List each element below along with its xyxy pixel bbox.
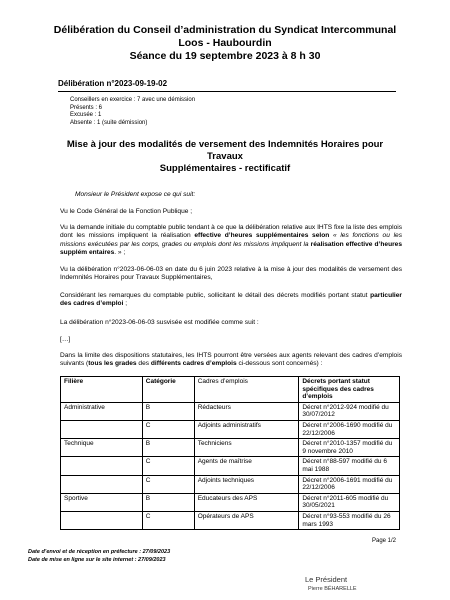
paragraph-text: . » ; <box>114 249 126 257</box>
cell-filiere <box>61 511 143 529</box>
count-line: Présents : 6 <box>70 104 103 111</box>
date-online: Date de mise en ligne sur le site internet : 27/09/2023 <box>28 557 166 564</box>
header-cadres: Cadres d’emplois <box>194 377 299 403</box>
paragraph-text: Dans la limite des dispositions statutaires, les IHTS pourront être versées aux agents relevant des cadres d’emplois suivants ( <box>60 352 402 368</box>
cell-filiere: Administrative <box>61 402 143 420</box>
header-line-2: Loos - Haubourdin <box>178 37 272 49</box>
paragraph-emphasis: tous les grades <box>88 360 137 368</box>
signature-role: Le Président <box>305 575 348 584</box>
cell-filiere <box>61 420 143 438</box>
attendance-counts <box>70 97 195 127</box>
table-row <box>61 475 400 493</box>
table-row <box>61 511 400 529</box>
cell-categorie: C <box>142 420 194 438</box>
cell-categorie: C <box>142 457 194 475</box>
table-row <box>61 493 400 511</box>
paragraph-emphasis: réalisation effective d’heures supplém entaires <box>60 240 403 257</box>
paragraph-text: ci-dessous sont concernés) : <box>236 360 323 368</box>
paragraph-text: Considérant les remarques du comptable public, sollicitant le détail des décrets modifiés portant statut <box>60 292 371 299</box>
count-line: Absente : 1 (suite démission) <box>70 119 148 126</box>
cell-categorie: B <box>142 402 194 420</box>
table-row <box>61 457 400 475</box>
paragraph-emphasis: effective d’heures supplémentaires selon <box>194 232 330 240</box>
paragraph-text: ; <box>123 300 128 308</box>
cell-decret: Décret n°93-553 modifié du 26 mars 1993 <box>299 511 400 529</box>
table-header-row <box>61 377 400 403</box>
header-categorie: Catégorie <box>142 377 194 403</box>
table-row <box>61 439 400 457</box>
cell-decret: Décret n°2012-924 modifié du 30/07/2012 <box>299 402 400 420</box>
cell-decret: Décret n°88-597 modifié du 6 mai 1988 <box>299 457 400 475</box>
cell-cadre: Agents de maîtrise <box>194 457 299 475</box>
cell-cadre: Educateurs des APS <box>194 493 299 511</box>
publication-dates <box>28 548 170 564</box>
header-line-3: Séance du 19 septembre 2023 à 8 h 30 <box>129 50 321 62</box>
table-row <box>61 402 400 420</box>
paragraph-emphasis: particulier des cadres d’emploi <box>60 292 402 308</box>
paragraph-text: Vu la demande initiale du comptable public tendant à ce que la délibération relative aux IHTS fixe la liste des emplois dont les missions impliquent la réalisation <box>60 224 402 240</box>
cell-categorie: C <box>142 475 194 493</box>
document-title <box>50 139 400 175</box>
paragraph-emphasis: différents cadres d’emplois <box>150 360 237 368</box>
cell-categorie: B <box>142 439 194 457</box>
paragraph-request <box>60 224 402 258</box>
header-filiere: Filière <box>61 377 143 403</box>
document-header <box>0 24 450 63</box>
paragraph-considering <box>60 292 402 309</box>
cell-decret: Décret n°2006-1691 modifié du 22/12/2006 <box>299 475 400 493</box>
cell-filiere: Technique <box>61 439 143 457</box>
count-line: Conseillers en exercice : 7 avec une démission <box>70 97 196 103</box>
paragraph-text: des <box>136 360 151 368</box>
cell-filiere <box>61 475 143 493</box>
header-decrets: Décrets portant statut spécifiques des cadres d’emplois <box>299 377 400 403</box>
paragraph-ellipsis: […] <box>60 336 71 343</box>
cell-cadre: Opérateurs de APS <box>194 511 299 529</box>
cell-filiere: Sportive <box>61 493 143 511</box>
header-divider <box>58 91 396 92</box>
cell-cadre: Adjoints administratifs <box>194 420 299 438</box>
table-row <box>61 420 400 438</box>
paragraph-quote: « les fonctions ou les missions exécutées par les corps, grades ou emplois dont les missions impliquent la <box>60 232 402 248</box>
cell-decret: Décret n°2006-1690 modifié du 22/12/2006 <box>299 420 400 438</box>
paragraph-limits <box>60 352 402 369</box>
cell-filiere <box>61 457 143 475</box>
title-line-1: Mise à jour des modalités de versement des Indemnités Horaires pour Travaux <box>66 139 384 162</box>
deliberation-number: Délibération n°2023-09-19-02 <box>58 79 168 88</box>
cell-cadre: Rédacteurs <box>194 402 299 420</box>
cell-decret: Décret n°2011-605 modifié du 30/05/2021 <box>299 493 400 511</box>
cadres-table <box>60 376 400 530</box>
title-line-2: Supplémentaires - rectificatif <box>159 163 291 174</box>
intro-text: Monsieur le Président expose ce qui suit: <box>75 191 196 198</box>
header-line-1: Délibération du Conseil d’administration du Syndicat Intercommunal <box>53 24 397 36</box>
cell-decret: Décret n°2010-1357 modifié du 9 novembre 2010 <box>299 439 400 457</box>
signature-name: Pierre BÉHARELLE <box>308 586 357 592</box>
cell-cadre: Techniciens <box>194 439 299 457</box>
date-prefecture: Date d’envoi et de réception en préfecture : 27/09/2023 <box>28 549 171 555</box>
paragraph-modified: La délibération n°2023-06-06-03 susvisée est modifiée comme suit : <box>60 319 259 326</box>
count-line: Excusée : 1 <box>70 112 102 119</box>
paragraph-previous-deliberation: Vu la délibération n°2023-06-06-03 en date du 6 juin 2023 relative à la mise à jour des modalités de versement des Indemnités Horaires pour Travaux Supplémentaires, <box>60 266 402 282</box>
cell-cadre: Adjoints techniques <box>194 475 299 493</box>
paragraph-code: Vu le Code Général de la Fonction Publique ; <box>60 208 193 215</box>
cell-categorie: B <box>142 493 194 511</box>
page-number: Page 1/2 <box>372 538 397 544</box>
cell-categorie: C <box>142 511 194 529</box>
